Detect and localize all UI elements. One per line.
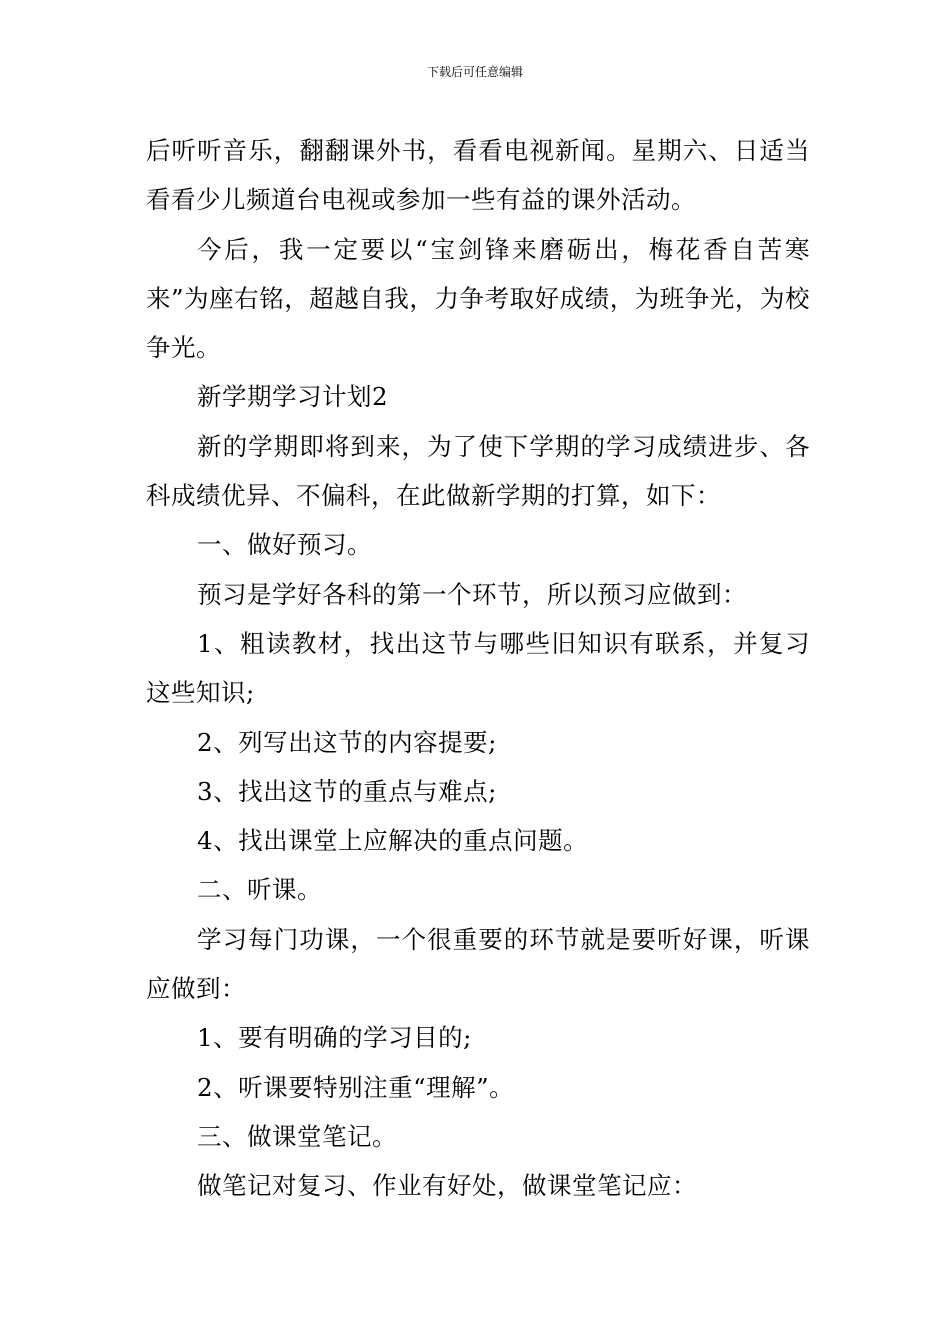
document-body xyxy=(146,126,810,1211)
list-item: 1、粗读教材，找出这节与哪些旧知识有联系，并复习这些知识; xyxy=(146,628,810,708)
section-title: 新学期学习计划2 xyxy=(197,382,389,412)
paragraph-intro: 新的学期即将到来，为了使下学期的学习成绩进步、各科成绩优异、不偏科，在此做新学期的打算，如下： xyxy=(146,431,810,511)
heading-listen: 二、听课。 xyxy=(197,875,322,905)
list-item: 1、要有明确的学习目的; xyxy=(197,1023,472,1053)
list-item: 2、列写出这节的内容提要; xyxy=(197,727,497,757)
list-item: 3、找出这节的重点与难点; xyxy=(197,776,497,806)
paragraph-motto: 今后，我一定要以“宝剑锋来磨砺出，梅花香自苦寒来”为座右铭，超越自我，力争考取好成绩，为班争光，为校争光。 xyxy=(146,234,810,363)
paragraph-continuation: 后听听音乐，翻翻课外书，看看电视新闻。星期六、日适当看看少儿频道台电视或参加一些有益的课外活动。 xyxy=(146,136,810,215)
heading-notes: 三、做课堂笔记。 xyxy=(197,1121,397,1151)
list-item: 4、找出课堂上应解决的重点问题。 xyxy=(197,826,589,856)
paragraph-notes-intro: 做笔记对复习、作业有好处，做课堂笔记应： xyxy=(197,1171,697,1201)
paragraph-listen-intro: 学习每门功课，一个很重要的环节就是要听好课，听课应做到： xyxy=(146,924,810,1004)
heading-preview: 一、做好预习。 xyxy=(197,530,372,560)
paragraph-preview-intro: 预习是学好各科的第一个环节，所以预习应做到： xyxy=(197,579,747,609)
page-header-note: 下载后可任意编辑 xyxy=(426,65,523,79)
list-item: 2、听课要特别注重“理解”。 xyxy=(197,1072,515,1102)
